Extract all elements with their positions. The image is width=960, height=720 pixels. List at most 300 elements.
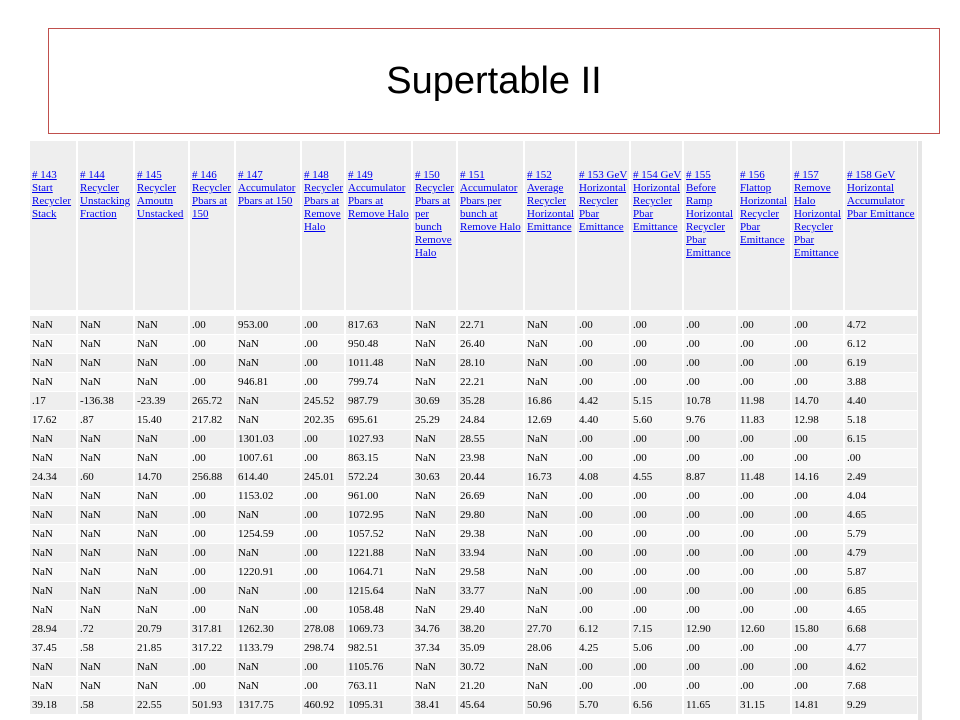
table-cell: 24.34 (30, 468, 77, 487)
table-cell: NaN (134, 525, 189, 544)
table-cell: 4.77 (844, 639, 918, 658)
table-cell: 11.98 (737, 392, 791, 411)
table-cell: NaN (235, 392, 301, 411)
table-cell: 20.79 (134, 620, 189, 639)
table-row (30, 335, 918, 354)
table-cell: 29.80 (457, 506, 524, 525)
table-row (30, 449, 918, 468)
table-cell: 1057.52 (345, 525, 412, 544)
column-header-link[interactable]: # 156 Flattop Horizontal Recycler Pbar Emittance (740, 169, 788, 246)
table-cell: NaN (412, 449, 457, 468)
table-cell: .00 (737, 639, 791, 658)
table-body (30, 313, 918, 715)
table-cell: NaN (524, 487, 576, 506)
table-cell: .00 (737, 335, 791, 354)
table-cell: 245.52 (301, 392, 345, 411)
table-cell: .00 (791, 658, 844, 677)
table-cell: .00 (189, 582, 235, 601)
table-cell: 4.55 (630, 468, 683, 487)
table-cell: .00 (189, 601, 235, 620)
table-cell: NaN (30, 506, 77, 525)
table-cell: 1301.03 (235, 430, 301, 449)
column-header (345, 141, 412, 313)
table-cell: NaN (77, 582, 134, 601)
table-cell: 29.58 (457, 563, 524, 582)
table-cell: 28.94 (30, 620, 77, 639)
table-cell: NaN (524, 658, 576, 677)
table-cell: .00 (737, 354, 791, 373)
table-cell: NaN (235, 658, 301, 677)
table-cell: .00 (791, 525, 844, 544)
table-cell: .00 (301, 430, 345, 449)
column-header (457, 141, 524, 313)
table-cell: NaN (30, 487, 77, 506)
table-cell: .00 (791, 373, 844, 392)
table-cell: 245.01 (301, 468, 345, 487)
table-cell: NaN (412, 677, 457, 696)
table-cell: 1058.48 (345, 601, 412, 620)
table-cell: .00 (630, 563, 683, 582)
table-cell: 11.48 (737, 468, 791, 487)
table-cell: 38.41 (412, 696, 457, 715)
table-cell: NaN (235, 582, 301, 601)
table-cell: NaN (30, 582, 77, 601)
table-cell: .00 (683, 658, 737, 677)
table-cell: .58 (77, 639, 134, 658)
table-cell: .00 (791, 601, 844, 620)
table-cell: .00 (576, 430, 630, 449)
column-header-link[interactable]: # 146 Recycler Pbars at 150 (192, 169, 232, 220)
table-cell: .00 (576, 658, 630, 677)
table-cell: .58 (77, 696, 134, 715)
table-cell: NaN (77, 658, 134, 677)
table-cell: 1011.48 (345, 354, 412, 373)
supertable-container[interactable] (30, 141, 918, 720)
table-cell: 28.55 (457, 430, 524, 449)
column-header (737, 141, 791, 313)
table-cell: 202.35 (301, 411, 345, 430)
table-cell: .00 (630, 313, 683, 335)
table-row (30, 639, 918, 658)
table-cell: NaN (524, 430, 576, 449)
table-cell: .00 (630, 658, 683, 677)
table-cell: 763.11 (345, 677, 412, 696)
table-cell: .00 (737, 430, 791, 449)
table-cell: 863.15 (345, 449, 412, 468)
table-row (30, 313, 918, 335)
table-cell: .00 (791, 487, 844, 506)
table-cell: 4.62 (844, 658, 918, 677)
table-cell: .00 (630, 544, 683, 563)
table-cell: 38.20 (457, 620, 524, 639)
table-cell: .00 (301, 487, 345, 506)
table-cell: .00 (683, 525, 737, 544)
table-cell: NaN (524, 525, 576, 544)
table-cell: NaN (77, 525, 134, 544)
table-cell: 5.60 (630, 411, 683, 430)
table-cell: 5.70 (576, 696, 630, 715)
table-cell: NaN (77, 506, 134, 525)
table-cell: NaN (134, 373, 189, 392)
table-cell: .00 (683, 601, 737, 620)
table-cell: NaN (412, 658, 457, 677)
table-cell: 1153.02 (235, 487, 301, 506)
table-cell: 7.68 (844, 677, 918, 696)
table-cell: .00 (189, 335, 235, 354)
table-cell: NaN (134, 487, 189, 506)
table-cell: NaN (77, 313, 134, 335)
table-cell: .00 (576, 582, 630, 601)
table-cell: .00 (576, 506, 630, 525)
table-cell: 8.87 (683, 468, 737, 487)
table-cell: 1095.31 (345, 696, 412, 715)
column-header-link[interactable]: # 148 Recycler Pbars at Remove Halo (304, 169, 344, 233)
table-cell: 14.16 (791, 468, 844, 487)
table-row (30, 506, 918, 525)
table-cell: .00 (189, 449, 235, 468)
table-cell: NaN (524, 601, 576, 620)
table-cell: 6.19 (844, 354, 918, 373)
table-cell: 2.49 (844, 468, 918, 487)
table-cell: NaN (134, 354, 189, 373)
table-cell: 25.29 (412, 411, 457, 430)
table-cell: 33.94 (457, 544, 524, 563)
table-cell: 11.65 (683, 696, 737, 715)
table-cell: .00 (189, 487, 235, 506)
table-cell: NaN (77, 373, 134, 392)
table-cell: NaN (30, 373, 77, 392)
table-cell: .00 (791, 639, 844, 658)
table-cell: 946.81 (235, 373, 301, 392)
table-cell: 6.12 (844, 335, 918, 354)
table-cell: .00 (791, 582, 844, 601)
table-cell: 4.65 (844, 506, 918, 525)
column-header-link[interactable]: # 145 Recycler Amoutn Unstacked (137, 169, 184, 220)
table-cell: .00 (301, 354, 345, 373)
column-header-link[interactable]: # 155 Before Ramp Horizontal Recycler Pbar Emittance (686, 169, 734, 259)
table-cell: .00 (737, 677, 791, 696)
table-cell: 31.15 (737, 696, 791, 715)
table-cell: NaN (524, 506, 576, 525)
table-cell: 6.56 (630, 696, 683, 715)
table-row (30, 373, 918, 392)
table-cell: .00 (683, 506, 737, 525)
table-cell: .00 (683, 563, 737, 582)
table-cell: 572.24 (345, 468, 412, 487)
table-cell: 30.63 (412, 468, 457, 487)
table-cell: 23.98 (457, 449, 524, 468)
table-row (30, 525, 918, 544)
table-cell: .00 (301, 658, 345, 677)
table-row (30, 544, 918, 563)
table-cell: .00 (630, 430, 683, 449)
table-cell: NaN (77, 449, 134, 468)
table-cell: 3.88 (844, 373, 918, 392)
table-cell: .00 (301, 449, 345, 468)
table-row (30, 601, 918, 620)
table-cell: NaN (77, 487, 134, 506)
table-cell: NaN (30, 354, 77, 373)
column-header-link[interactable]: # 151 Accumulator Pbars per bunch at Remove Halo (460, 169, 521, 233)
table-row (30, 411, 918, 430)
table-cell: 256.88 (189, 468, 235, 487)
table-row (30, 392, 918, 411)
table-cell: .00 (301, 544, 345, 563)
table-cell: .60 (77, 468, 134, 487)
table-cell: .00 (630, 506, 683, 525)
table-cell: NaN (77, 544, 134, 563)
column-header (301, 141, 345, 313)
scrollbar-track[interactable] (918, 141, 922, 720)
table-cell: 37.45 (30, 639, 77, 658)
table-cell: .00 (791, 430, 844, 449)
column-header-link[interactable]: # 158 GeV Horizontal Accumulator Pbar Emittance (847, 169, 915, 220)
table-cell: 1027.93 (345, 430, 412, 449)
table-cell: 15.40 (134, 411, 189, 430)
table-cell: .00 (630, 601, 683, 620)
table-cell: 7.15 (630, 620, 683, 639)
table-cell: 1215.64 (345, 582, 412, 601)
table-cell: NaN (235, 411, 301, 430)
table-cell: .00 (683, 582, 737, 601)
table-cell: .00 (630, 582, 683, 601)
title-frame (48, 28, 940, 134)
table-cell: .00 (189, 658, 235, 677)
table-cell: 26.40 (457, 335, 524, 354)
column-header (683, 141, 737, 313)
table-cell: 29.40 (457, 601, 524, 620)
table-cell: NaN (134, 563, 189, 582)
table-cell: NaN (524, 335, 576, 354)
table-cell: .00 (791, 449, 844, 468)
column-header-link[interactable]: # 150 Recycler Pbars at per bunch Remove Halo (415, 169, 455, 259)
column-header (844, 141, 918, 313)
column-header (412, 141, 457, 313)
table-cell: .00 (630, 354, 683, 373)
table-cell: 1317.75 (235, 696, 301, 715)
table-cell: 33.77 (457, 582, 524, 601)
table-cell: 30.72 (457, 658, 524, 677)
table-cell: NaN (412, 430, 457, 449)
table-cell: .00 (189, 313, 235, 335)
table-cell: 317.22 (189, 639, 235, 658)
table-cell: NaN (30, 335, 77, 354)
table-cell: 4.25 (576, 639, 630, 658)
table-cell: .00 (791, 354, 844, 373)
table-cell: NaN (30, 677, 77, 696)
table-cell: 5.06 (630, 639, 683, 658)
table-row (30, 354, 918, 373)
table-cell: 50.96 (524, 696, 576, 715)
table-cell: NaN (412, 354, 457, 373)
column-header-link[interactable]: # 157 Remove Halo Horizontal Recycler Pbar Emittance (794, 169, 842, 259)
table-cell: 1069.73 (345, 620, 412, 639)
table-cell: NaN (235, 677, 301, 696)
table-cell: 961.00 (345, 487, 412, 506)
table-cell: .00 (301, 313, 345, 335)
table-cell: 6.85 (844, 582, 918, 601)
table-cell: NaN (77, 601, 134, 620)
table-cell: 5.18 (844, 411, 918, 430)
table-cell: NaN (77, 430, 134, 449)
table-cell: NaN (77, 563, 134, 582)
table-cell: 22.71 (457, 313, 524, 335)
table-cell: 460.92 (301, 696, 345, 715)
table-cell: NaN (524, 313, 576, 335)
table-cell: NaN (412, 335, 457, 354)
table-cell: .00 (301, 373, 345, 392)
table-cell: .00 (737, 582, 791, 601)
column-header (630, 141, 683, 313)
table-row (30, 563, 918, 582)
table-cell: NaN (235, 335, 301, 354)
table-cell: 4.40 (844, 392, 918, 411)
table-cell: NaN (524, 677, 576, 696)
table-cell: 37.34 (412, 639, 457, 658)
table-cell: 799.74 (345, 373, 412, 392)
table-cell: .00 (737, 487, 791, 506)
column-header (77, 141, 134, 313)
column-header (189, 141, 235, 313)
table-cell: .00 (683, 313, 737, 335)
table-cell: 16.86 (524, 392, 576, 411)
table-cell: .00 (683, 544, 737, 563)
table-cell: .00 (683, 487, 737, 506)
table-cell: 265.72 (189, 392, 235, 411)
table-cell: 35.28 (457, 392, 524, 411)
table-cell: .00 (189, 354, 235, 373)
table-cell: 1064.71 (345, 563, 412, 582)
table-cell: .00 (683, 373, 737, 392)
table-cell: NaN (134, 313, 189, 335)
table-cell: .00 (844, 449, 918, 468)
table-cell: .00 (737, 313, 791, 335)
table-cell: 28.10 (457, 354, 524, 373)
column-header-link[interactable]: # 154 GeV Horizontal Recycler Pbar Emittance (633, 169, 682, 233)
table-cell: NaN (77, 335, 134, 354)
table-cell: .00 (791, 677, 844, 696)
table-cell: .00 (737, 506, 791, 525)
table-cell: 1262.30 (235, 620, 301, 639)
table-cell: .00 (683, 449, 737, 468)
table-cell: 17.62 (30, 411, 77, 430)
table-cell: 9.76 (683, 411, 737, 430)
slide-title: Supertable II (386, 59, 602, 102)
table-cell: NaN (30, 313, 77, 335)
table-cell: .00 (576, 487, 630, 506)
table-cell: 28.06 (524, 639, 576, 658)
table-cell: .00 (630, 677, 683, 696)
table-cell: .00 (576, 601, 630, 620)
table-cell: 22.55 (134, 696, 189, 715)
table-cell: NaN (235, 544, 301, 563)
column-header-link[interactable]: # 152 Average Recycler Horizontal Emittance (527, 169, 575, 233)
table-cell: 26.69 (457, 487, 524, 506)
table-cell: .00 (791, 544, 844, 563)
table-cell: 6.15 (844, 430, 918, 449)
table-cell: 27.70 (524, 620, 576, 639)
table-cell: .00 (301, 601, 345, 620)
table-cell: 4.40 (576, 411, 630, 430)
header-row (30, 141, 918, 313)
table-cell: 4.08 (576, 468, 630, 487)
table-cell: .00 (576, 677, 630, 696)
table-cell: 953.00 (235, 313, 301, 335)
table-cell: 35.09 (457, 639, 524, 658)
table-row (30, 696, 918, 715)
table-cell: NaN (134, 677, 189, 696)
table-cell: .00 (683, 335, 737, 354)
table-cell: .00 (301, 563, 345, 582)
table-row (30, 430, 918, 449)
table-cell: .00 (683, 430, 737, 449)
table-cell: 12.90 (683, 620, 737, 639)
table-cell: .00 (791, 313, 844, 335)
table-cell: NaN (412, 313, 457, 335)
column-header (30, 141, 77, 313)
table-cell: 4.79 (844, 544, 918, 563)
table-cell: 817.63 (345, 313, 412, 335)
table-cell: 695.61 (345, 411, 412, 430)
table-cell: .00 (630, 449, 683, 468)
table-cell: -136.38 (77, 392, 134, 411)
table-row (30, 582, 918, 601)
table-cell: .00 (737, 449, 791, 468)
column-header (576, 141, 630, 313)
table-cell: .00 (737, 373, 791, 392)
table-cell: .00 (189, 506, 235, 525)
table-cell: .00 (630, 525, 683, 544)
table-cell: .00 (791, 506, 844, 525)
table-cell: NaN (77, 677, 134, 696)
table-cell: NaN (77, 354, 134, 373)
column-header-link[interactable]: # 147 Accumulator Pbars at 150 (238, 169, 296, 207)
table-cell: 11.83 (737, 411, 791, 430)
table-cell: 1221.88 (345, 544, 412, 563)
table-cell: .00 (683, 354, 737, 373)
table-cell: .00 (576, 544, 630, 563)
table-cell: NaN (524, 449, 576, 468)
column-header-link[interactable]: # 143 Start Recycler Stack (32, 169, 72, 220)
table-cell: 4.72 (844, 313, 918, 335)
table-cell: 5.87 (844, 563, 918, 582)
table-cell: 24.84 (457, 411, 524, 430)
table-cell: 14.70 (791, 392, 844, 411)
table-header (30, 141, 918, 313)
table-cell: NaN (30, 658, 77, 677)
table-cell: .00 (683, 677, 737, 696)
table-cell: .00 (576, 373, 630, 392)
table-cell: NaN (412, 544, 457, 563)
table-cell: NaN (30, 449, 77, 468)
table-cell: NaN (235, 506, 301, 525)
table-cell: NaN (524, 373, 576, 392)
table-cell: NaN (134, 601, 189, 620)
column-header-link[interactable]: # 144 Recycler Unstacking Fraction (80, 169, 131, 220)
table-cell: 987.79 (345, 392, 412, 411)
table-cell: .00 (576, 449, 630, 468)
table-cell: .00 (189, 677, 235, 696)
table-cell: 12.98 (791, 411, 844, 430)
column-header-link[interactable]: # 153 GeV Horizontal Recycler Pbar Emittance (579, 169, 628, 233)
table-cell: NaN (134, 506, 189, 525)
table-cell: 1254.59 (235, 525, 301, 544)
column-header-link[interactable]: # 149 Accumulator Pbars at Remove Halo (348, 169, 409, 220)
table-cell: 4.42 (576, 392, 630, 411)
table-cell: 1072.95 (345, 506, 412, 525)
table-cell: .00 (576, 525, 630, 544)
table-cell: .00 (576, 563, 630, 582)
